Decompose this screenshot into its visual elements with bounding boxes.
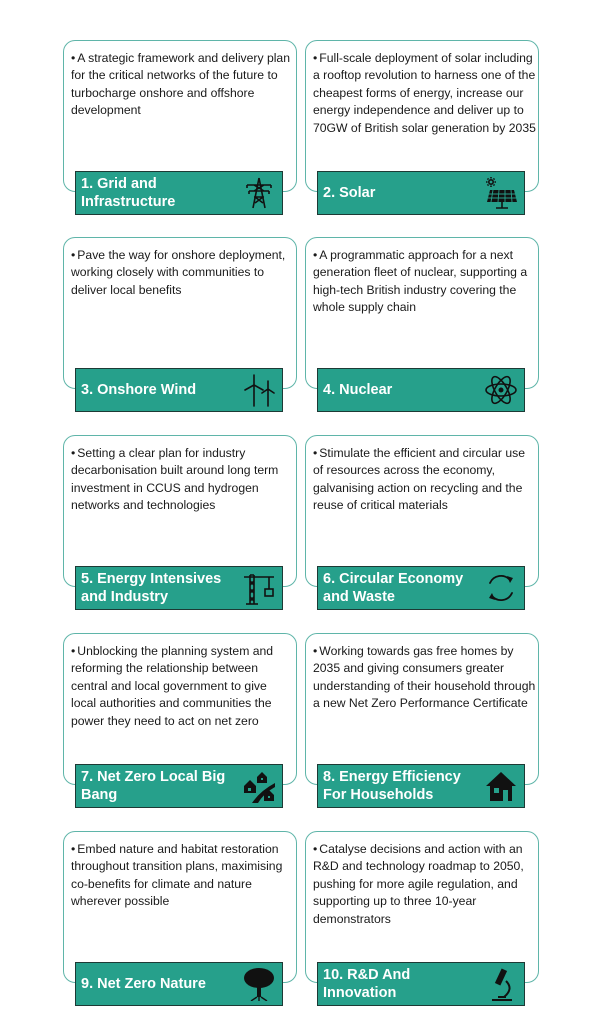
card-label: 10. R&D And Innovation [323, 967, 411, 1001]
microscope-icon [484, 967, 518, 1001]
card-label-box [317, 368, 525, 412]
card-label-box [75, 368, 283, 412]
card-label: 3. Onshore Wind [81, 382, 197, 398]
card-label-box [317, 171, 525, 215]
card-label: 9. Net Zero Nature [81, 976, 206, 992]
card-label-box [317, 566, 525, 610]
card-label: 4. Nuclear [323, 382, 393, 398]
solar-panel-icon [484, 176, 518, 210]
card-description-box [63, 435, 297, 587]
card-description-box [305, 40, 539, 192]
card-description-box [305, 237, 539, 389]
card-label-box [75, 764, 283, 808]
atom-icon [484, 373, 518, 407]
card-description: • Full-scale deployment of solar including a rooftop revolution to harness one of the cheapest forms of energy, increase our energy independence and deliver up to 70GW of British solar generation by 2035 [313, 51, 536, 135]
card-description-box [63, 633, 297, 785]
card-net-zero-nature [63, 831, 297, 1013]
wind-turbine-icon [242, 373, 276, 407]
card-label: 6. Circular Economy and Waste [323, 571, 464, 605]
card-description: • Catalyse decisions and action with an R&D and technology roadmap to 2050, pushing for more agile regulation, and supporting up to three 10-year demonstrators [313, 842, 524, 926]
card-energy-efficiency [305, 633, 539, 815]
card-label-box [75, 962, 283, 1006]
card-description: • Stimulate the efficient and circular use of resources across the economy, galvanising action on recycling and the reuse of critical materials [313, 446, 525, 513]
houses-road-icon [242, 769, 276, 803]
card-description-text: Embed nature and habitat restoration throughout transition plans, maximising co-benefits for climate and nature wherever possible [71, 842, 283, 909]
card-onshore-wind [63, 237, 297, 419]
card-description-text: Pave the way for onshore deployment, working closely with communities to deliver local benefits [71, 248, 286, 297]
card-description-text: A strategic framework and delivery plan for the critical networks of the future to turbocharge onshore and offshore development [71, 51, 290, 118]
card-description-text: Stimulate the efficient and circular use of resources across the economy, galvanising action on recycling and the reuse of critical materials [313, 446, 525, 513]
card-label: 5. Energy Intensives and Industry [81, 571, 222, 605]
recycle-icon [484, 571, 518, 605]
card-grid-infrastructure [63, 40, 297, 222]
card-net-zero-local [63, 633, 297, 815]
card-description-text: Full-scale deployment of solar including a rooftop revolution to harness one of the cheapest forms of energy, increase our energy independence and deliver up to 70GW of British solar generation by 2035 [313, 51, 536, 135]
card-description-text: Working towards gas free homes by 2035 and giving consumers greater understanding of their household through a new Net Zero Performance Certificate [313, 644, 536, 711]
card-description-box [305, 435, 539, 587]
house-icon [484, 769, 518, 803]
card-description-box [305, 831, 539, 983]
crane-icon [242, 571, 276, 605]
card-description: • Setting a clear plan for industry decarbonisation built around long term investment in CCUS and hydrogen networks and technologies [71, 446, 279, 513]
card-description: • Unblocking the planning system and reforming the relationship between central and local government to give local authorities and communities the power they need to act on net zero [71, 644, 274, 728]
card-description: • Embed nature and habitat restoration throughout transition plans, maximising co-benefits for climate and nature wherever possible [71, 842, 283, 909]
card-solar [305, 40, 539, 222]
card-description: • A programmatic approach for a next generation fleet of nuclear, supporting a high-tech British industry covering the whole supply chain [313, 248, 528, 315]
card-description-text: Unblocking the planning system and reforming the relationship between central and local government to give local authorities and communities the power they need to act on net zero [71, 644, 274, 728]
card-description-box [63, 237, 297, 389]
card-description: • A strategic framework and delivery plan for the critical networks of the future to turbocharge onshore and offshore development [71, 51, 290, 118]
card-description: • Pave the way for onshore deployment, working closely with communities to deliver local benefits [71, 248, 286, 297]
card-description-text: Catalyse decisions and action with an R&D and technology roadmap to 2050, pushing for more agile regulation, and supporting up to three 10-year demonstrators [313, 842, 524, 926]
card-description-box [305, 633, 539, 785]
card-description-text: A programmatic approach for a next generation fleet of nuclear, supporting a high-tech British industry covering the whole supply chain [313, 248, 528, 315]
card-label-box [317, 764, 525, 808]
card-energy-intensives [63, 435, 297, 617]
card-circular-economy [305, 435, 539, 617]
card-description-box [63, 40, 297, 192]
card-label: 7. Net Zero Local Big Bang [81, 769, 226, 803]
pylon-icon [242, 176, 276, 210]
card-label: 8. Energy Efficiency For Households [323, 769, 461, 803]
card-label: 1. Grid and Infrastructure [81, 176, 176, 210]
card-description-text: Setting a clear plan for industry decarbonisation built around long term investment in CCUS and hydrogen networks and technologies [71, 446, 279, 513]
card-description-box [63, 831, 297, 983]
card-label-box [75, 171, 283, 215]
card-label-box [317, 962, 525, 1006]
card-label: 2. Solar [323, 185, 376, 201]
card-nuclear [305, 237, 539, 419]
card-rd-innovation [305, 831, 539, 1013]
card-label-box [75, 566, 283, 610]
card-description: • Working towards gas free homes by 2035 and giving consumers greater understanding of their household through a new Net Zero Performance Certificate [313, 644, 536, 711]
tree-icon [242, 967, 276, 1001]
